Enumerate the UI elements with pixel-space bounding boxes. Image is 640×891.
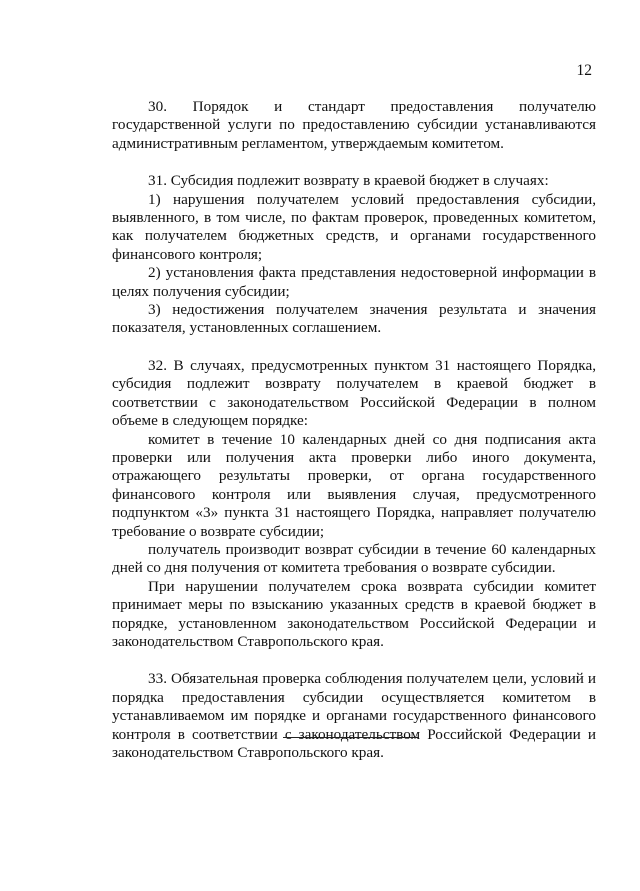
section-gap (112, 153, 596, 172)
end-divider-line (283, 737, 419, 738)
paragraph-31: 31. Субсидия подлежит возврату в краевой бюджет в случаях: (148, 172, 549, 190)
section-gap (112, 651, 596, 670)
paragraph-30: 30. Порядок и стандарт предоставления получателю государственной услуги по предоставлению субсидии устанавливаются административным регламентом, утверждаемым комитетом. (112, 98, 596, 152)
paragraph-33: 33. Обязательная проверка соблюдения получателем цели, условий и порядка предоставления субсидии осуществляется комитетом в устанавливаемом им порядке и органами государственного финансового контроля в соответствии с законодательством Российской Федерации и законодательством Ставропольского края. (112, 670, 596, 761)
paragraph-32-committee: комитет в течение 10 календарных дней со дня подписания акта проверки или получения акта проверки либо иного документа, отражающего результаты проверки, от органа государственного финансового контроля или выявления случая, предусмотренного подпунктом «3» пункта 31 настоящего Порядка, направляет получателю требование о возврате субсидии; (112, 430, 596, 540)
page-number: 12 (576, 62, 592, 79)
document-body (112, 98, 596, 762)
paragraph-31-item-3: 3) недостижения получателем значения результата и значения показателя, установленных соглашением. (112, 301, 596, 337)
paragraph-31-item-2: 2) установления факта представления недостоверной информации в целях получения субсидии; (112, 264, 596, 300)
paragraph-32-recipient: получатель производит возврат субсидии в течение 60 календарных дней со дня получения от комитета требования о возврате субсидии. (112, 540, 596, 577)
section-gap (112, 338, 596, 357)
paragraph-31-item-1: 1) нарушения получателем условий предоставления субсидии, выявленного, в том числе, по фактам проверок, проведенных комитетом, как получателем бюджетных средств, и органами государственного финансового контроля; (112, 190, 596, 263)
paragraph-32-violation: При нарушении получателем срока возврата субсидии комитет принимает меры по взысканию указанных средств в краевой бюджет в порядке, установленном законодательством Российской Федерации и законодательством Ставропольского края. (112, 577, 596, 650)
paragraph-32: 32. В случаях, предусмотренных пунктом 31 настоящего Порядка, субсидия подлежит возврату получателем в краевой бюджет в соответствии с законодательством Российской Федерации в полном объеме в следующем порядке: (112, 356, 596, 430)
